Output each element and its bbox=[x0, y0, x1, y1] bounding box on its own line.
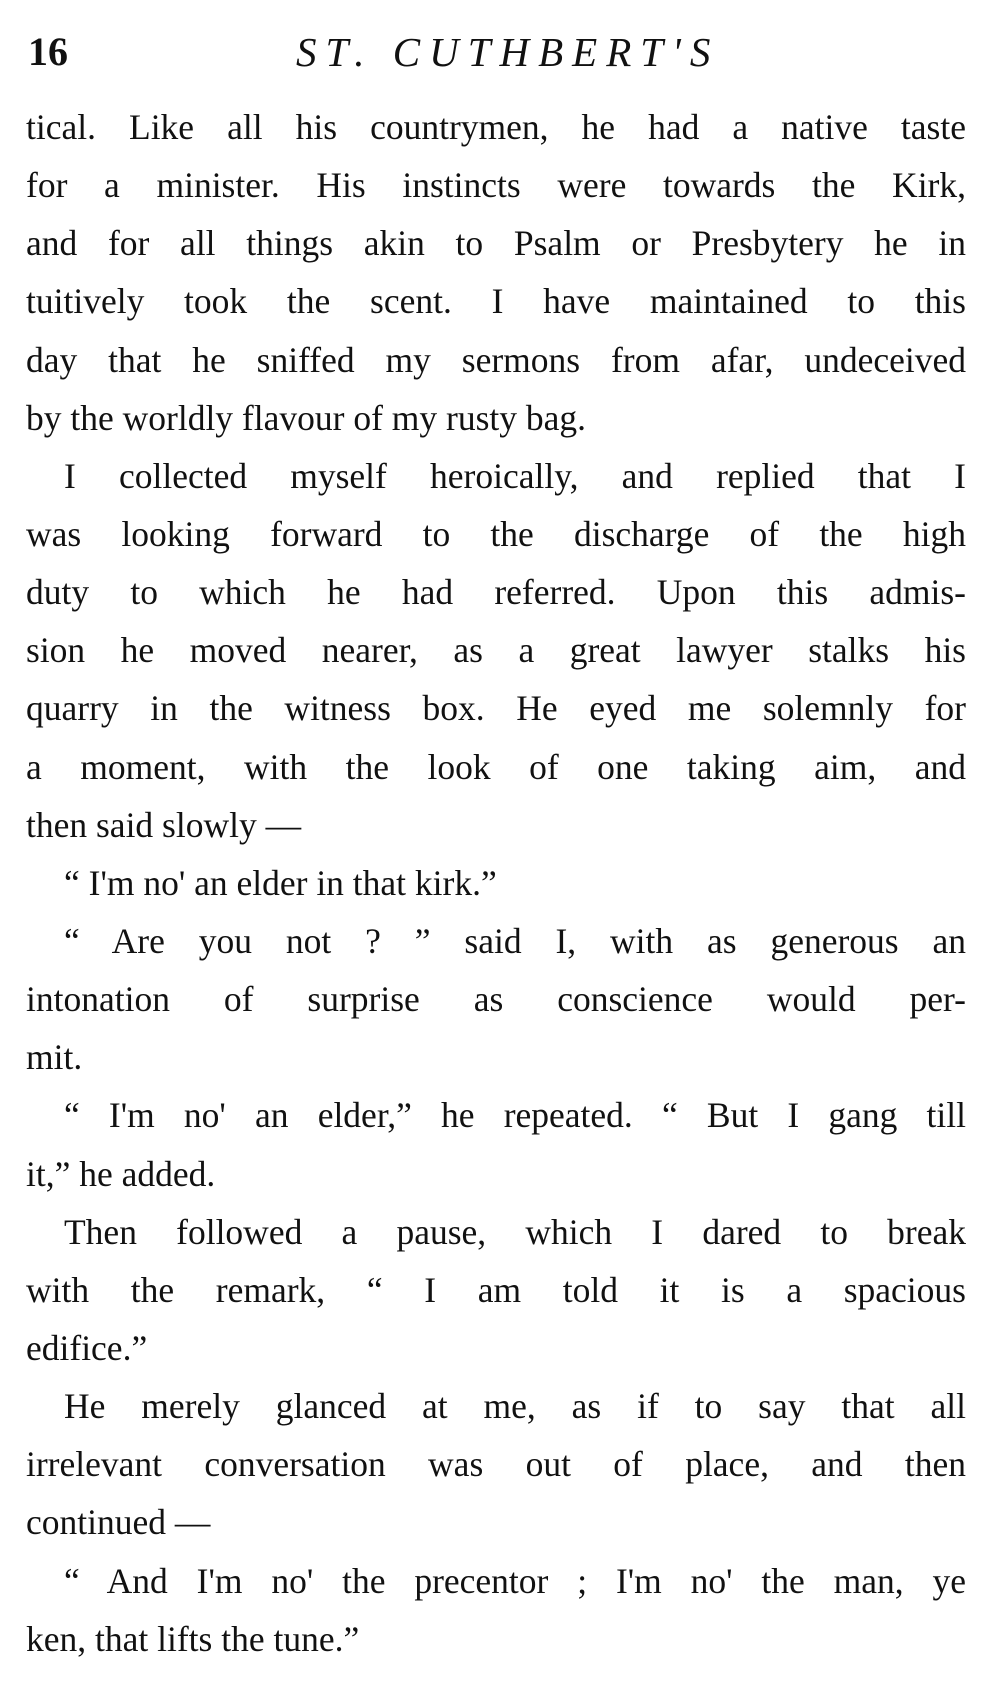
text-line: and for all things akin to Psalm or Presbytery he in bbox=[26, 223, 966, 264]
text-line: “ I'm no' an elder,” he repeated. “ But I gang till bbox=[64, 1095, 966, 1136]
text-line: with the remark, “ I am told it is a spacious bbox=[26, 1269, 966, 1310]
text-line: edifice.” bbox=[26, 1327, 148, 1368]
text-line: continued — bbox=[26, 1502, 211, 1543]
text-line: was looking forward to the discharge of the high bbox=[26, 513, 966, 554]
text-line: mit. bbox=[26, 1037, 83, 1078]
page-header bbox=[28, 22, 968, 82]
text-line: by the worldly flavour of my rusty bag. bbox=[26, 397, 587, 438]
text-line: “ Are you not ? ” said I, with as generous an bbox=[64, 920, 966, 961]
text-line: irrelevant conversation was out of place, and then bbox=[26, 1444, 966, 1485]
text-line: “ And I'm no' the precentor ; I'm no' the man, ye bbox=[64, 1560, 966, 1601]
text-line: “ I'm no' an elder in that kirk.” bbox=[64, 862, 497, 903]
text-line: quarry in the witness box. He eyed me solemnly for bbox=[26, 688, 966, 729]
text-line: tical. Like all his countrymen, he had a native taste bbox=[26, 107, 966, 147]
text-line: then said slowly — bbox=[26, 804, 302, 845]
text-line: He merely glanced at me, as if to say that all bbox=[64, 1386, 966, 1427]
running-head: ST. CUTHBERT'S bbox=[296, 29, 720, 75]
text-line: tuitively took the scent. I have maintained to this bbox=[26, 281, 966, 322]
text-line: duty to which he had referred. Upon this admis- bbox=[26, 572, 966, 613]
text-line: ken, that lifts the tune.” bbox=[26, 1618, 360, 1659]
text-line: a moment, with the look of one taking aim, and bbox=[26, 746, 966, 787]
page-number: 16 bbox=[28, 29, 68, 74]
body-text bbox=[26, 98, 966, 1668]
text-line: intonation of surprise as conscience would per- bbox=[26, 979, 966, 1020]
text-line: sion he moved nearer, as a great lawyer stalks his bbox=[26, 630, 966, 671]
text-line: Then followed a pause, which I dared to break bbox=[64, 1211, 966, 1252]
text-line: it,” he added. bbox=[26, 1153, 216, 1194]
text-line: I collected myself heroically, and replied that I bbox=[64, 455, 966, 496]
text-line: for a minister. His instincts were towards the Kirk, bbox=[26, 165, 966, 206]
text-line: day that he sniffed my sermons from afar, undeceived bbox=[26, 339, 966, 380]
